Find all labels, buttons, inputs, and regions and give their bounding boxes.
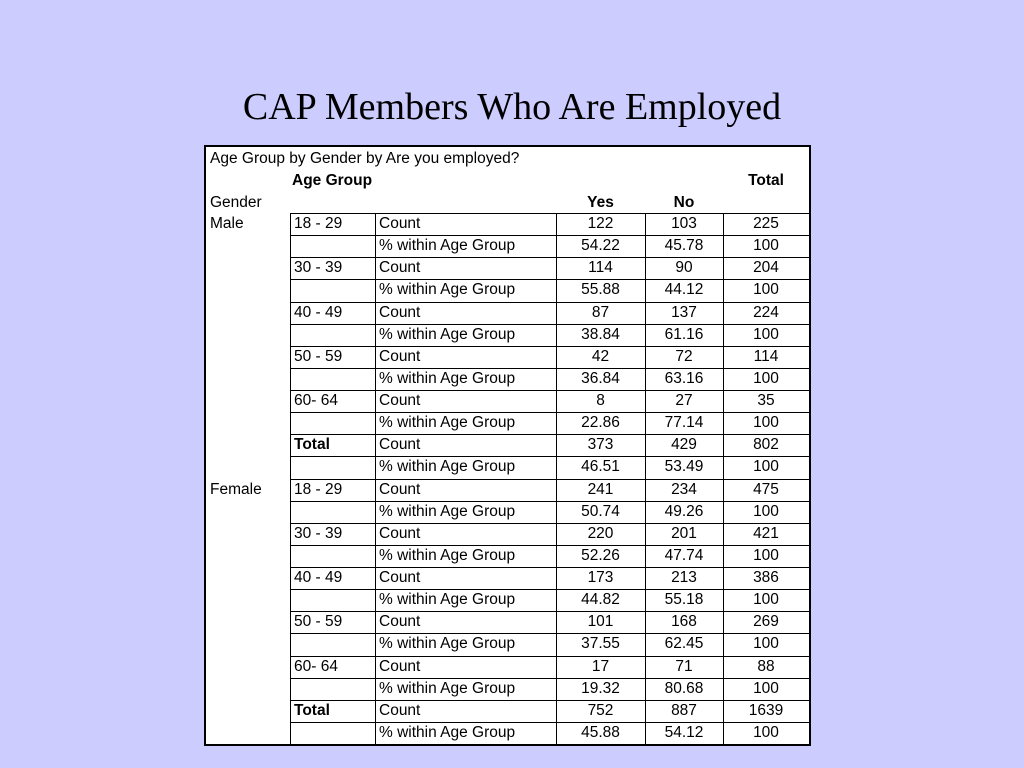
statistic-label: Count (379, 392, 421, 409)
statistic-label: Count (379, 524, 421, 542)
no-value: 168 (671, 613, 697, 631)
total-value: 204 (753, 259, 779, 277)
total-value: 100 (753, 414, 779, 432)
no-value: 62.45 (664, 635, 704, 653)
no-value: 49.26 (664, 502, 704, 520)
age-group-label: 50 - 59 (294, 347, 343, 365)
age-group-label: 40 - 49 (294, 303, 343, 321)
no-value: 234 (671, 480, 697, 498)
yes-value: 87 (591, 303, 610, 321)
no-value: 54.12 (664, 723, 704, 741)
column-divider (290, 213, 291, 744)
total-value: 224 (753, 303, 779, 321)
total-value: 100 (753, 237, 779, 255)
no-value: 47.74 (664, 546, 704, 564)
total-value: 802 (753, 436, 779, 454)
statistic-label: % within Age Group (379, 414, 516, 432)
statistic-label: % within Age Group (379, 723, 516, 741)
no-value: 53.49 (664, 458, 704, 476)
yes-value: 52.26 (581, 546, 620, 564)
yes-value: 19.32 (581, 679, 620, 697)
age-group-label: 60- 64 (294, 392, 338, 409)
yes-value: 17 (591, 657, 610, 675)
no-value: 71 (675, 657, 693, 675)
gender-label: Male (210, 215, 244, 232)
statistic-label: % within Age Group (379, 679, 516, 697)
statistic-label: Count (379, 259, 421, 277)
age-group-label: Total (294, 436, 330, 454)
total-value: 100 (753, 546, 779, 564)
total-value: 100 (753, 502, 779, 520)
total-value: 114 (753, 347, 779, 365)
yes-value: 50.74 (581, 502, 620, 520)
statistic-label: % within Age Group (379, 502, 516, 520)
statistic-label: Count (379, 347, 421, 365)
statistic-label: % within Age Group (379, 369, 516, 387)
no-value: 63.16 (664, 369, 704, 387)
no-value: 213 (671, 569, 697, 586)
no-value: 887 (671, 701, 697, 719)
no-value: 137 (671, 303, 697, 321)
no-value: 429 (671, 436, 697, 454)
statistic-label: % within Age Group (379, 325, 516, 343)
statistic-label: Count (379, 215, 421, 232)
age-group-label: 30 - 39 (294, 259, 343, 277)
crosstab-table (204, 145, 811, 746)
statistic-label: Count (379, 436, 421, 454)
age-group-label: 18 - 29 (294, 480, 343, 498)
total-value: 1639 (748, 701, 784, 719)
yes-value: 122 (587, 215, 614, 232)
statistic-label: % within Age Group (379, 458, 516, 476)
yes-value: 373 (587, 436, 614, 454)
statistic-label: % within Age Group (379, 635, 516, 653)
total-value: 35 (757, 392, 775, 409)
column-divider (375, 213, 376, 744)
no-value: 27 (675, 392, 693, 409)
total-value: 421 (753, 524, 779, 542)
yes-header: Yes (587, 194, 614, 211)
total-value: 100 (753, 635, 779, 653)
yes-value: 241 (587, 480, 614, 498)
no-value: 61.16 (664, 325, 704, 343)
statistic-label: Count (379, 303, 421, 321)
total-value: 269 (753, 613, 779, 631)
yes-value: 45.88 (581, 723, 620, 741)
total-value: 88 (757, 657, 775, 675)
age-group-label: 30 - 39 (294, 524, 343, 542)
total-value: 386 (753, 569, 779, 586)
no-value: 55.18 (664, 591, 704, 609)
statistic-label: % within Age Group (379, 237, 516, 255)
yes-value: 114 (588, 259, 613, 277)
gender-header: Gender (210, 194, 262, 211)
total-value: 100 (753, 281, 779, 299)
no-value: 45.78 (664, 237, 704, 255)
table-caption: Age Group by Gender by Are you employed? (210, 150, 520, 167)
yes-value: 38.84 (581, 325, 620, 343)
gender-label: Female (210, 480, 262, 498)
total-value: 100 (753, 369, 779, 387)
total-value: 100 (753, 679, 779, 697)
total-value: 475 (753, 480, 779, 498)
statistic-label: Count (379, 657, 421, 675)
statistic-label: % within Age Group (379, 546, 516, 564)
statistic-label: Count (379, 480, 421, 498)
age-group-label: 18 - 29 (294, 215, 343, 232)
age-group-label: Total (294, 701, 330, 719)
yes-value: 37.55 (581, 635, 620, 653)
yes-value: 42 (591, 347, 610, 365)
yes-value: 46.51 (581, 458, 620, 476)
no-value: 201 (671, 524, 697, 542)
yes-value: 752 (587, 701, 614, 719)
yes-value: 8 (596, 392, 605, 409)
age-group-label: 50 - 59 (294, 613, 343, 631)
no-value: 90 (675, 259, 693, 277)
age-group-label: 40 - 49 (294, 569, 343, 586)
no-value: 72 (675, 347, 693, 365)
statistic-label: Count (379, 613, 421, 631)
slide-title: CAP Members Who Are Employed (242, 86, 782, 128)
yes-value: 54.22 (581, 237, 620, 255)
age-group-label: 60- 64 (294, 657, 338, 675)
yes-value: 22.86 (581, 414, 620, 432)
total-value: 100 (753, 325, 779, 343)
no-value: 80.68 (664, 679, 704, 697)
total-header: Total (748, 172, 784, 189)
no-value: 44.12 (664, 281, 704, 299)
yes-value: 44.82 (581, 591, 620, 609)
statistic-label: % within Age Group (379, 281, 516, 299)
no-header: No (673, 194, 695, 211)
total-value: 100 (753, 723, 779, 741)
no-value: 77.14 (664, 414, 704, 432)
no-value: 103 (671, 215, 697, 232)
statistic-label: Count (379, 701, 421, 719)
age-group-header: Age Group (292, 172, 373, 189)
yes-value: 36.84 (581, 369, 620, 387)
total-value: 225 (753, 215, 779, 232)
total-value: 100 (753, 591, 779, 609)
statistic-label: % within Age Group (379, 591, 516, 609)
statistic-label: Count (379, 569, 421, 586)
yes-value: 101 (587, 613, 614, 631)
yes-value: 173 (587, 569, 614, 586)
yes-value: 220 (587, 524, 614, 542)
total-value: 100 (753, 458, 779, 476)
yes-value: 55.88 (581, 281, 620, 299)
